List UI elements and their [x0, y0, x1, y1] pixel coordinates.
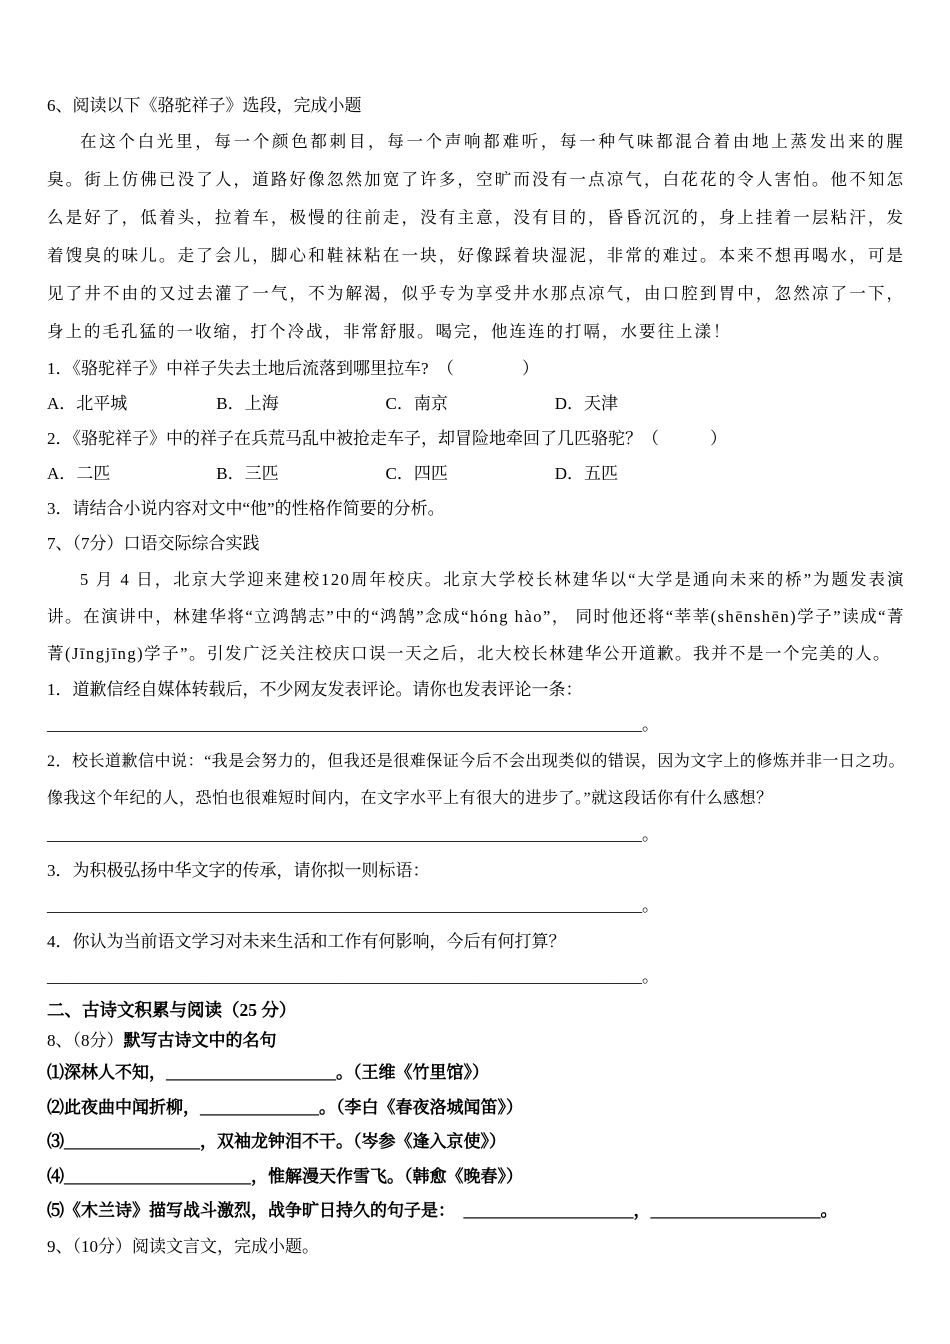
q6-sub2-option-b: B．三匹	[216, 464, 279, 483]
q6-sub2-question: 2．《骆驼祥子》中的祥子在兵荒马乱中被抢走车子，却冒险地牵回了几匹骆驼？（ ）	[47, 429, 727, 448]
q6-sub2-options	[47, 456, 905, 491]
q9-header: 9、（10分）阅读文言文，完成小题。	[47, 1236, 319, 1256]
q6-sub1-option-a: A．北平城	[47, 394, 128, 413]
q6-sub2-option-a: A．二匹	[47, 464, 111, 483]
q7-sub4-question: 4．你认为当前语文学习对未来生活和工作有何影响，今后有何打算？	[47, 932, 566, 951]
q8-item-3: ⑶________________，双袖龙钟泪不干。（岑参《逢入京使》）	[47, 1132, 506, 1151]
q7-sub1-answer-blank: ______________________________________________________________________。	[47, 715, 659, 734]
q6-sub1-option-c: C．南京	[385, 394, 448, 413]
q8-number-prefix: 8、（8分）	[47, 1031, 124, 1050]
q6-sub2-option-c: C．四匹	[385, 464, 448, 483]
q8-item-1: ⑴深林人不知，____________________。（王维《竹里馆》）	[47, 1063, 489, 1082]
q7-sub1-question: 1．道歉信经自媒体转载后，不少网友发表评论。请你也发表评论一条：	[47, 680, 583, 699]
q6-sub1-options	[47, 386, 905, 421]
q7-sub3-question: 3．为积极弘扬中华文字的传承，请你拟一则标语：	[47, 861, 430, 880]
q6-header: 6、阅读以下《骆驼祥子》选段，完成小题	[47, 96, 362, 115]
q6-sub1-option-b: B．上海	[216, 394, 279, 413]
q8-title: 默写古诗文中的名句	[123, 1031, 277, 1050]
q7-header: 7、（7分）口语交际综合实践	[47, 534, 260, 553]
q7-sub4-answer-blank: ______________________________________________________________________。	[47, 967, 659, 986]
q8-item-2: ⑵此夜曲中闻折柳，______________。（李白《春夜洛城闻笛》）	[47, 1097, 523, 1117]
q8-item-5: ⑸《木兰诗》描写战斗激烈，战争旷日持久的句子是： ____________________，____________________。	[47, 1201, 838, 1220]
q6-sub1-question: 1．《骆驼祥子》中祥子失去土地后流落到哪里拉车? （ ）	[47, 359, 540, 378]
q6-sub3-question: 3．请结合小说内容对文中“他”的性格作简要的分析。	[47, 499, 445, 518]
q7-intro: 5 月 4 日，北京大学迎来建校120周年校庆。北京大学校长林建华以“大学是通向未来的桥”为题发表演讲。在演讲中，林建华将“立鸿鹄志”中的“鸿鹄”念成“hóng hào”， 同时他还将“莘莘(shēnshēn)学子”读成“菁菁(Jīngjīng)学子”。引发广泛关注校庆口误一天之后，北大校长林建华公开道歉。我并不是一个完美的人。	[47, 570, 905, 663]
q6-sub1-option-d: D．天津	[554, 394, 619, 413]
q7-sub2-question: 2．校长道歉信中说：“我是会努力的，但我还是很难保证今后不会出现类似的错误，因为文字上的修炼并非一日之功。像我这个年纪的人，恐怕也很难短时间内，在文字水平上有很大的进步了。”就这段话你有什么感想？	[47, 753, 905, 807]
q7-sub3-answer-blank: ______________________________________________________________________。	[47, 896, 659, 915]
section2-header: 二、古诗文积累与阅读（25 分）	[47, 1000, 297, 1020]
q8-item-4: ⑷______________________，惟解漫天作雪飞。（韩愈《晚春》）	[47, 1166, 523, 1186]
q6-passage: 在这个白光里，每一个颜色都刺目，每一个声响都难听，每一种气味都混合着由地上蒸发出来的腥臭。街上仿佛已没了人，道路好像忽然加宽了许多，空旷而没有一点凉气，白花花的令人害怕。他不知怎么是好了，低着头，拉着车，极慢的往前走，没有主意，没有目的，昏昏沉沉的，身上挂着一层粘汗，发着馊臭的味儿。走了会儿，脚心和鞋袜粘在一块，好像踩着块湿泥，非常的难过。本来不想再喝水，可是见了井不由的又过去灌了一气，不为解渴，似乎专为享受井水那点凉气，由口腔到胃中，忽然凉了一下，身上的毛孔猛的一收缩，打个冷战，非常舒服。喝完，他连连的打嗝，水要往上漾！	[47, 132, 905, 341]
q8-header	[47, 1026, 905, 1056]
q6-sub2-option-d: D．五匹	[554, 464, 619, 483]
q7-sub2-answer-blank: ______________________________________________________________________。	[47, 825, 659, 844]
